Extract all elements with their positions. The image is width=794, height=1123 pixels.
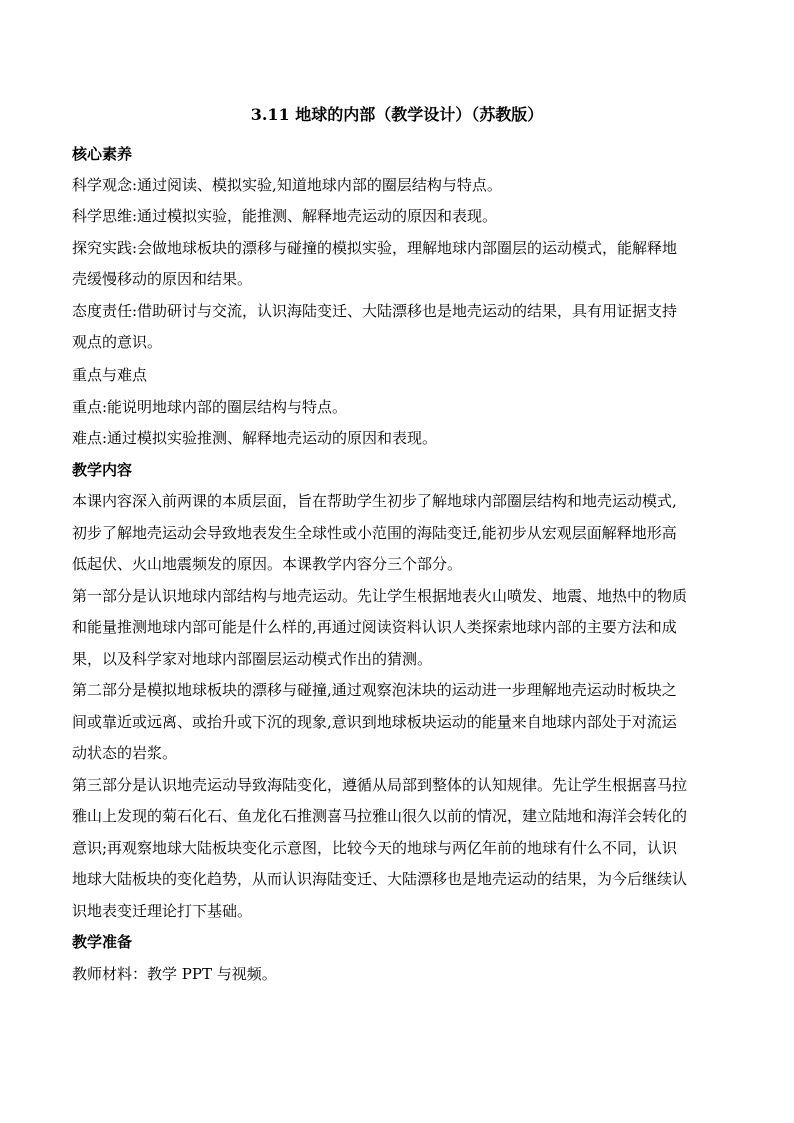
paragraph-line: 意识;再观察地球大陆板块变化示意图，比较今天的地球与两亿年前的地球有什么不同，认识: [72, 839, 678, 857]
section-heading-core-competencies: 核心素养: [72, 145, 133, 163]
paragraph-line: 科学观念:通过阅读、模拟实验,知道地球内部的圈层结构与特点。: [72, 176, 502, 194]
paragraph-line: 果，以及科学家对地球内部圈层运动模式作出的猜测。: [72, 650, 433, 668]
paragraph-line: 探究实践:会做地球板块的漂移与碰撞的模拟实验，理解地球内部圈层的运动模式，能解释地: [72, 239, 678, 257]
section-heading-key-points: 重点与难点: [72, 366, 148, 384]
paragraph-line: 重点:能说明地球内部的圈层结构与特点。: [72, 398, 348, 416]
document-title: 3.11 地球的内部（教学设计）（苏教版）: [250, 105, 544, 124]
paragraph-line: 和能量推测地球内部可能是什么样的,再通过阅读资料认识人类探索地球内部的主要方法和成: [72, 618, 677, 636]
section-heading-teaching-preparation: 教学准备: [72, 933, 133, 951]
paragraph-line: 低起伏、火山地震频发的原因。本课教学内容分三个部分。: [72, 555, 463, 573]
paragraph-line: 第二部分是模拟地球板块的漂移与碰撞,通过观察泡沫块的运动进一步理解地壳运动时板块之: [72, 681, 677, 699]
paragraph-line: 科学思维:通过模拟实验，能推测、解释地壳运动的原因和表现。: [72, 207, 498, 225]
section-heading-teaching-content: 教学内容: [72, 461, 133, 479]
paragraph-line: 观点的意识。: [72, 333, 163, 351]
paragraph-line: 雅山上发现的菊石化石、鱼龙化石推测喜马拉雅山很久以前的情况，建立陆地和海洋会转化的: [72, 807, 688, 825]
paragraph-line: 本课内容深入前两课的本质层面，旨在帮助学生初步了解地球内部圈层结构和地壳运动模式,: [72, 492, 677, 510]
paragraph-line: 第三部分是认识地壳运动导致海陆变化，遵循从局部到整体的认知规律。先让学生根据喜马拉: [72, 776, 688, 794]
paragraph-line: 间或靠近或远离、或抬升或下沉的现象,意识到地球板块运动的能量来自地球内部处于对流运: [72, 713, 677, 731]
paragraph-line: 态度责任:借助研讨与交流，认识海陆变迁、大陆漂移也是地壳运动的结果，具有用证据支持: [72, 302, 678, 320]
paragraph-line: 识地表变迁理论打下基础。: [72, 902, 253, 920]
paragraph-line: 动状态的岩浆。: [72, 744, 178, 762]
paragraph-line: 壳缓慢移动的原因和结果。: [72, 270, 253, 288]
paragraph-line: 难点:通过模拟实验推测、解释地壳运动的原因和表现。: [72, 429, 438, 447]
paragraph-line: 初步了解地壳运动会导致地表发生全球性或小范围的海陆变迁,能初步从宏观层面解释地形高: [72, 524, 677, 542]
paragraph-line: 第一部分是认识地球内部结构与地壳运动。先让学生根据地表火山喷发、地震、地热中的物质: [72, 587, 688, 605]
paragraph-line: 教师材料：教学 PPT 与视频。: [72, 965, 277, 983]
paragraph-line: 地球大陆板块的变化趋势，从而认识海陆变迁、大陆漂移也是地壳运动的结果，为今后继续认: [72, 870, 688, 888]
